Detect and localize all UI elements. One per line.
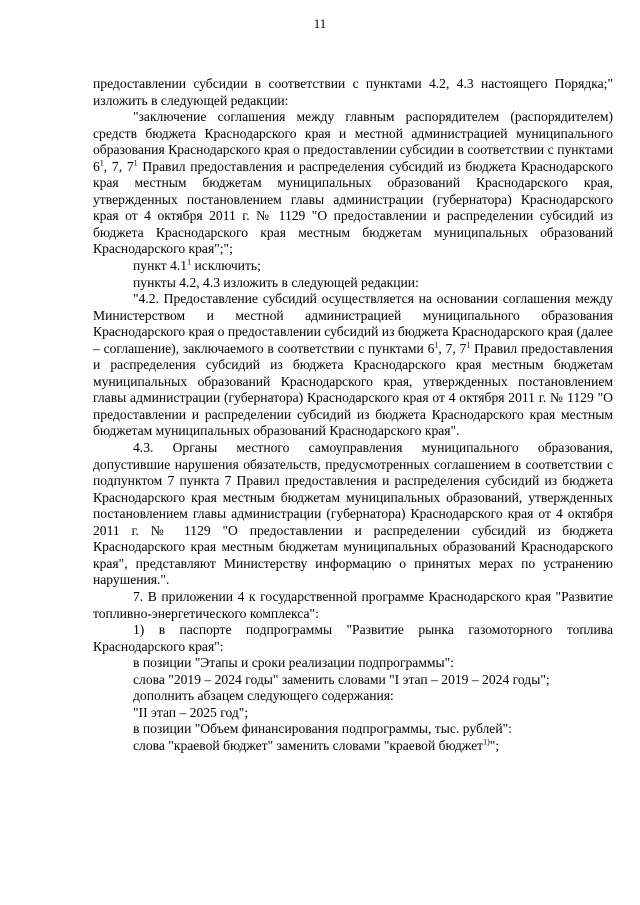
text-segment: пункты 4.2, 4.3 изложить в следующей редакции: xyxy=(133,274,419,290)
paragraph xyxy=(93,655,613,672)
paragraph xyxy=(93,275,613,292)
paragraph xyxy=(93,589,613,622)
paragraph xyxy=(93,291,613,440)
paragraph xyxy=(93,721,613,738)
text-segment: 1) в паспорте подпрограммы "Развитие рынка газомоторного топлива Краснодарского края": xyxy=(93,622,613,654)
text-segment: Правил предоставления и распределения субсидий из бюджета Краснодарского края местным бюджетам муниципальных образований Краснодарского края, утвержденных постановлением главы администрации (губернатора) Краснодарского края от 4 октября 2011 г. № 1129 "О предоставлении и распределении субсидий из бюджета Краснодарского края местным бюджетам муниципальных образований Краснодарского края";"; xyxy=(93,158,613,257)
text-segment: "4.2. Предоставление субсидий осуществляется на основании соглашения между Министерством и местной администрацией муниципального образования Краснодарского края о предоставлении субсидий из бюджета Краснодарского края (далее – соглашение), заключаемого в соответствии с пунктами 6 xyxy=(93,291,613,356)
text-segment: 4.3. Органы местного самоуправления муниципального образования, допустившие нарушения обязательств, предусмотренных соглашением в соответствии с подпунктом 7 пункта 7 Правил предоставления и распределения субсидий из бюджета Краснодарского края местным бюджетам муниципальных образований, утвержденных постановлением главы администрации (губернатора) Краснодарского края от 4 октября 2011 г. № 1129 "О предоставлении и распределении субсидий из бюджета Краснодарского края местным бюджетам муниципальных образований Краснодарского края", представляют Министерству информацию о принятых мерах по устранению нарушения.". xyxy=(93,440,613,588)
paragraph xyxy=(93,688,613,705)
paragraph xyxy=(93,738,613,755)
paragraph xyxy=(93,440,613,589)
text-segment: слова "2019 – 2024 годы" заменить словами "I этап – 2019 – 2024 годы"; xyxy=(133,671,550,687)
text-segment: "; xyxy=(489,737,500,753)
text-segment: слова "краевой бюджет" заменить словами "краевой бюджет xyxy=(133,737,484,753)
superscript: 1 xyxy=(466,340,471,350)
paragraph xyxy=(93,109,613,258)
text-segment: "заключение соглашения между главным распорядителем (распорядителем) средств бюджета Краснодарского края и местной администрацией муниципального образования Краснодарского края о предоставлении субсидии в соответствии с пунктами 6 xyxy=(93,109,613,174)
page-number: 11 xyxy=(313,16,327,31)
paragraph xyxy=(93,622,613,655)
text-segment: Правил предоставления и распределения субсидий из бюджета Краснодарского края местным бюджетам муниципальных образований Краснодарского края, утвержденных постановлением главы администрации (губернатора) Краснодарского края от 4 октября 2011 г. № 1129 "О предоставлении и распределении субсидий из бюджета Краснодарского края местным бюджетам муниципальных образований Краснодарского края". xyxy=(93,340,613,439)
superscript: 1 xyxy=(133,158,138,168)
text-segment: "II этап – 2025 год"; xyxy=(133,704,249,720)
paragraph xyxy=(93,76,613,109)
paragraph xyxy=(93,258,613,275)
superscript: 1 xyxy=(434,340,439,350)
superscript: 1 xyxy=(99,158,104,168)
document-body xyxy=(93,76,613,754)
paragraph xyxy=(93,705,613,722)
text-segment: , 7, 7 xyxy=(438,340,467,356)
text-segment: предоставлении субсидии в соответствии с пунктами 4.2, 4.3 настоящего Порядка;" изложить в следующей редакции: xyxy=(93,76,613,108)
text-segment: , 7, 7 xyxy=(103,158,134,174)
superscript: 1) xyxy=(483,737,490,747)
text-segment: 7. В приложении 4 к государственной программе Краснодарского края "Развитие топливно-энергетического комплекса": xyxy=(93,588,613,621)
text-segment: в позиции "Этапы и сроки реализации подпрограммы": xyxy=(133,655,454,671)
text-segment: пункт 4.1 xyxy=(133,258,188,274)
paragraph xyxy=(93,672,613,689)
superscript: 1 xyxy=(187,257,192,267)
text-segment: исключить; xyxy=(191,258,261,274)
text-segment: в позиции "Объем финансирования подпрограммы, тыс. рублей": xyxy=(133,721,512,737)
text-segment: дополнить абзацем следующего содержания: xyxy=(133,688,394,704)
